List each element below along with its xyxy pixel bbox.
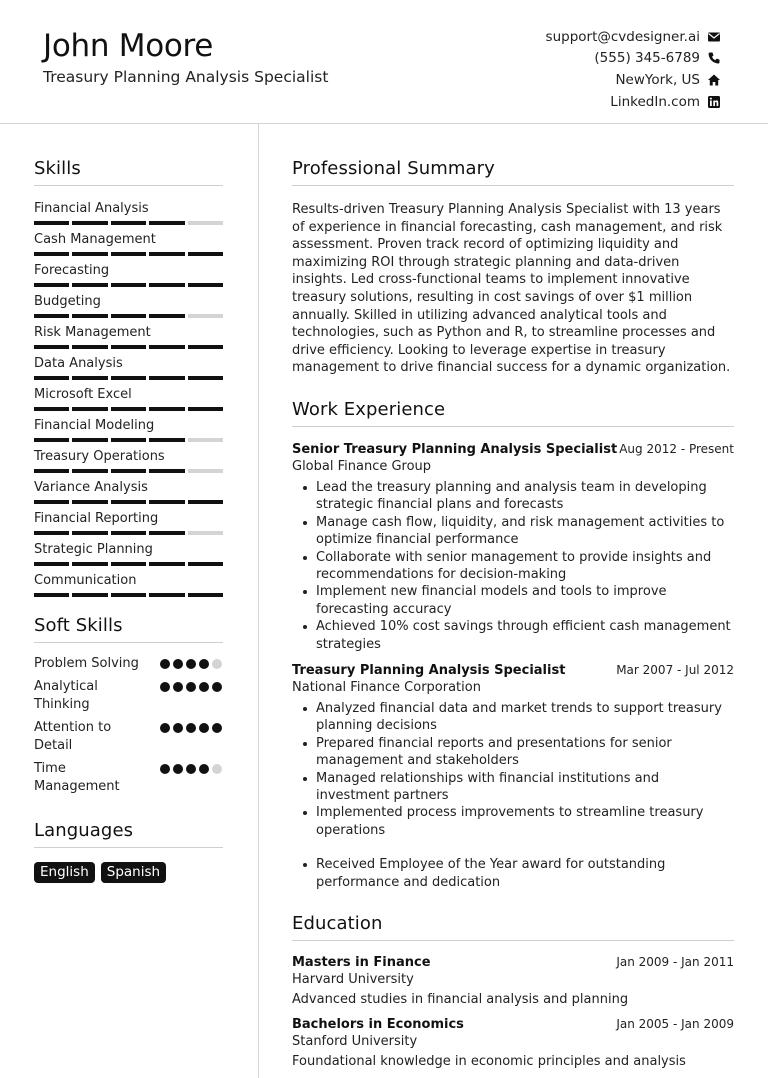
- skill-level-segment: [34, 221, 69, 225]
- skill-level-segment: [72, 252, 107, 256]
- contact-location-text: NewYork, US: [615, 71, 700, 88]
- skill-level-segment: [111, 221, 146, 225]
- rating-dot: [186, 682, 196, 692]
- skill-level-bar: [34, 314, 223, 318]
- skill-level-segment: [72, 531, 107, 535]
- job-bullet: Received Employee of the Year award for outstanding performance and dedication: [292, 856, 734, 891]
- summary-text: Results-driven Treasury Planning Analysis Specialist with 13 years of experience in financial forecasting, cash management, and risk assessment. Proven track record of optimizing liquidity and maximizing ROI through strategic planning and data-driven insights. Led cross-functional teams to implement innovative treasury solutions, resulting in cost savings of over $1 million annually. Skilled in utilizing advanced analytical tools and technologies, such as Python and R, to streamline processes and drive efficiency. Looking to leverage expertise in treasury management to drive financial success for a dynamic organization.: [292, 202, 731, 376]
- candidate-name: John Moore: [43, 28, 214, 64]
- skill-level-segment: [111, 376, 146, 380]
- job-entry: [292, 442, 734, 653]
- skill-level-segment: [72, 593, 107, 597]
- rating-dot: [212, 682, 222, 692]
- skill-level-segment: [149, 562, 184, 566]
- job-title: Treasury Planning Analysis Specialist: [292, 663, 566, 678]
- job-bullets: [292, 479, 734, 653]
- rating-dot: [173, 659, 183, 669]
- skill-level-segment: [149, 283, 184, 287]
- job-bullet: Prepared financial reports and presentations for senior management and stakeholders: [292, 735, 734, 770]
- skill-name: Financial Modeling: [34, 418, 155, 433]
- skill-level-segment: [72, 221, 107, 225]
- skill-level-segment: [188, 438, 223, 442]
- skill-level-bar: [34, 283, 223, 287]
- skill-item: [34, 293, 223, 318]
- skill-level-segment: [72, 376, 107, 380]
- skill-level-segment: [34, 345, 69, 349]
- skill-level-segment: [34, 531, 69, 535]
- skill-item: [34, 448, 223, 473]
- summary-title: Professional Summary: [292, 158, 734, 186]
- skill-level-segment: [149, 345, 184, 349]
- rating-dot: [160, 764, 170, 774]
- skill-name: Microsoft Excel: [34, 387, 132, 402]
- skill-level-segment: [34, 500, 69, 504]
- soft-skill-name: Problem Solving: [34, 656, 139, 671]
- skill-name: Communication: [34, 573, 137, 588]
- rating-dot: [173, 723, 183, 733]
- soft-skill-item: [34, 719, 223, 755]
- school-name: Harvard University: [292, 972, 414, 988]
- soft-skill-name: Attention to Detail: [34, 720, 112, 753]
- skill-level-segment: [34, 376, 69, 380]
- skill-level-segment: [149, 314, 184, 318]
- skill-name: Treasury Operations: [34, 449, 165, 464]
- rating-dot: [199, 659, 209, 669]
- education-entry: [292, 955, 734, 1007]
- job-title: Senior Treasury Planning Analysis Specialist: [292, 441, 618, 457]
- skill-item: [34, 386, 223, 411]
- job-bullets: [292, 700, 734, 891]
- skill-level-segment: [188, 562, 223, 566]
- skill-level-segment: [188, 407, 223, 411]
- skill-level-segment: [72, 314, 107, 318]
- skill-level-segment: [149, 469, 184, 473]
- skill-level-segment: [34, 314, 69, 318]
- language-chip: Spanish: [101, 862, 166, 883]
- job-bullet: Implement new financial models and tools to improve forecasting accuracy: [292, 583, 734, 618]
- degree-title: Bachelors in Economics: [292, 1017, 464, 1033]
- rating-dot: [173, 764, 183, 774]
- job-entry: [292, 663, 734, 891]
- soft-skill-name: Time Management: [34, 761, 120, 794]
- skill-level-segment: [111, 531, 146, 535]
- skill-level-segment: [188, 531, 223, 535]
- left-column: [34, 124, 223, 883]
- skill-level-bar: [34, 500, 223, 504]
- skill-level-segment: [188, 593, 223, 597]
- skill-level-segment: [149, 593, 184, 597]
- skill-level-segment: [149, 438, 184, 442]
- skill-level-bar: [34, 593, 223, 597]
- column-divider: [258, 124, 259, 1078]
- soft-skill-item: [34, 678, 223, 714]
- skill-level-segment: [149, 221, 184, 225]
- skills-title: Skills: [34, 158, 223, 186]
- skill-level-bar: [34, 562, 223, 566]
- skill-name: Data Analysis: [34, 356, 123, 371]
- rating-dot: [186, 764, 196, 774]
- job-org: National Finance Corporation: [292, 680, 481, 695]
- job-bullet: Manage cash flow, liquidity, and risk management activities to optimize financial performance: [292, 514, 734, 549]
- soft-skill-name: Analytical Thinking: [34, 679, 98, 712]
- rating-dot: [186, 723, 196, 733]
- skill-level-segment: [72, 407, 107, 411]
- soft-skill-rating: [160, 659, 222, 669]
- contact-phone-text: (555) 345-6789: [594, 50, 700, 67]
- degree-title: Masters in Finance: [292, 955, 431, 971]
- skill-level-segment: [188, 252, 223, 256]
- skill-item: [34, 479, 223, 504]
- skill-item: [34, 200, 223, 225]
- home-icon: [707, 73, 721, 87]
- skill-level-segment: [188, 314, 223, 318]
- skill-level-segment: [111, 252, 146, 256]
- skill-name: Financial Reporting: [34, 511, 159, 526]
- skill-level-segment: [72, 469, 107, 473]
- rating-dot: [199, 682, 209, 692]
- skill-level-bar: [34, 438, 223, 442]
- skill-name: Budgeting: [34, 294, 101, 309]
- language-chip: English: [34, 862, 95, 883]
- skill-level-segment: [72, 283, 107, 287]
- job-bullet: Collaborate with senior management to provide insights and recommendations for decision-making: [292, 549, 734, 584]
- education-description: Foundational knowledge in economic principles and analysis: [292, 1054, 686, 1070]
- skill-level-bar: [34, 531, 223, 535]
- experience-title: Work Experience: [292, 399, 734, 427]
- phone-icon: [707, 51, 721, 65]
- skill-level-segment: [149, 376, 184, 380]
- skill-level-segment: [111, 500, 146, 504]
- skill-level-segment: [188, 469, 223, 473]
- skill-level-segment: [34, 593, 69, 597]
- skill-level-segment: [188, 500, 223, 504]
- skill-level-bar: [34, 376, 223, 380]
- skill-level-segment: [34, 562, 69, 566]
- languages-list: [34, 862, 223, 883]
- skill-level-bar: [34, 345, 223, 349]
- skill-level-segment: [72, 345, 107, 349]
- skill-name: Variance Analysis: [34, 480, 148, 495]
- school-name: Stanford University: [292, 1034, 418, 1050]
- contact-email[interactable]: [546, 26, 721, 48]
- skill-item: [34, 510, 223, 535]
- contact-email-text: support@cvdesigner.ai: [545, 28, 700, 45]
- skill-name: Financial Analysis: [34, 201, 149, 216]
- contact-block: [546, 26, 721, 112]
- soft-skills-list: [34, 655, 223, 796]
- skill-level-bar: [34, 407, 223, 411]
- skill-level-segment: [111, 283, 146, 287]
- job-date: Aug 2012 - Present: [619, 441, 734, 456]
- skill-level-segment: [188, 221, 223, 225]
- skill-level-segment: [34, 283, 69, 287]
- soft-skill-rating: [160, 682, 222, 692]
- skill-level-segment: [188, 376, 223, 380]
- contact-location: [546, 69, 721, 91]
- resume-header: [0, 0, 768, 124]
- rating-dot: [173, 682, 183, 692]
- skill-level-segment: [149, 407, 184, 411]
- skill-name: Risk Management: [34, 325, 151, 340]
- skill-level-segment: [111, 345, 146, 349]
- skill-level-segment: [34, 469, 69, 473]
- rating-dot: [186, 659, 196, 669]
- skill-level-segment: [72, 438, 107, 442]
- soft-skill-item: [34, 655, 223, 673]
- soft-skill-rating: [160, 723, 222, 733]
- skill-level-segment: [72, 500, 107, 504]
- skill-level-segment: [34, 407, 69, 411]
- job-bullet: Lead the treasury planning and analysis team in developing strategic financial plans and forecasts: [292, 479, 734, 514]
- skill-item: [34, 324, 223, 349]
- languages-title: Languages: [34, 820, 223, 848]
- rating-dot: [199, 764, 209, 774]
- linkedin-icon: [707, 95, 721, 109]
- rating-dot: [212, 723, 222, 733]
- skill-level-segment: [111, 593, 146, 597]
- skill-level-segment: [72, 562, 107, 566]
- rating-dot: [160, 659, 170, 669]
- rating-dot: [199, 723, 209, 733]
- skill-level-segment: [111, 407, 146, 411]
- contact-linkedin-text: LinkedIn.com: [610, 93, 700, 110]
- rating-dot: [160, 682, 170, 692]
- skill-level-segment: [111, 469, 146, 473]
- soft-skill-rating: [160, 764, 222, 774]
- skill-level-segment: [111, 438, 146, 442]
- skill-level-segment: [188, 283, 223, 287]
- skill-level-segment: [34, 252, 69, 256]
- skill-level-segment: [188, 345, 223, 349]
- skill-level-segment: [149, 500, 184, 504]
- soft-skill-item: [34, 760, 223, 796]
- rating-dot: [212, 764, 222, 774]
- skill-level-segment: [149, 531, 184, 535]
- rating-dot: [160, 723, 170, 733]
- envelope-icon: [707, 30, 721, 44]
- rating-dot: [212, 659, 222, 669]
- job-bullet: Managed relationships with financial institutions and investment partners: [292, 770, 734, 805]
- skill-level-segment: [111, 314, 146, 318]
- job-bullet: Analyzed financial data and market trends to support treasury planning decisions: [292, 700, 734, 735]
- skill-name: Forecasting: [34, 263, 110, 278]
- education-date: Jan 2009 - Jan 2011: [616, 955, 734, 970]
- candidate-role: Treasury Planning Analysis Specialist: [43, 68, 329, 86]
- soft-skills-title: Soft Skills: [34, 615, 223, 643]
- education-description: Advanced studies in financial analysis and planning: [292, 992, 629, 1008]
- education-date: Jan 2005 - Jan 2009: [616, 1017, 734, 1032]
- skill-name: Cash Management: [34, 232, 156, 247]
- skill-item: [34, 417, 223, 442]
- contact-phone[interactable]: [546, 48, 721, 70]
- skill-item: [34, 355, 223, 380]
- skill-level-bar: [34, 469, 223, 473]
- education-entry: [292, 1017, 734, 1069]
- skill-item: [34, 541, 223, 566]
- skill-level-segment: [149, 252, 184, 256]
- right-column: [292, 124, 734, 1069]
- job-bullet: Implemented process improvements to streamline treasury operations: [292, 804, 734, 839]
- skill-level-bar: [34, 221, 223, 225]
- skill-level-segment: [111, 562, 146, 566]
- skill-item: [34, 572, 223, 597]
- skill-level-segment: [34, 438, 69, 442]
- job-org: Global Finance Group: [292, 458, 432, 474]
- job-date: Mar 2007 - Jul 2012: [616, 663, 734, 677]
- skill-name: Strategic Planning: [34, 542, 153, 557]
- skill-item: [34, 231, 223, 256]
- job-bullet: Achieved 10% cost savings through efficient cash management strategies: [292, 618, 734, 653]
- skill-item: [34, 262, 223, 287]
- contact-linkedin[interactable]: [546, 91, 721, 113]
- skills-list: [34, 200, 223, 597]
- education-title: Education: [292, 913, 734, 941]
- skill-level-bar: [34, 252, 223, 256]
